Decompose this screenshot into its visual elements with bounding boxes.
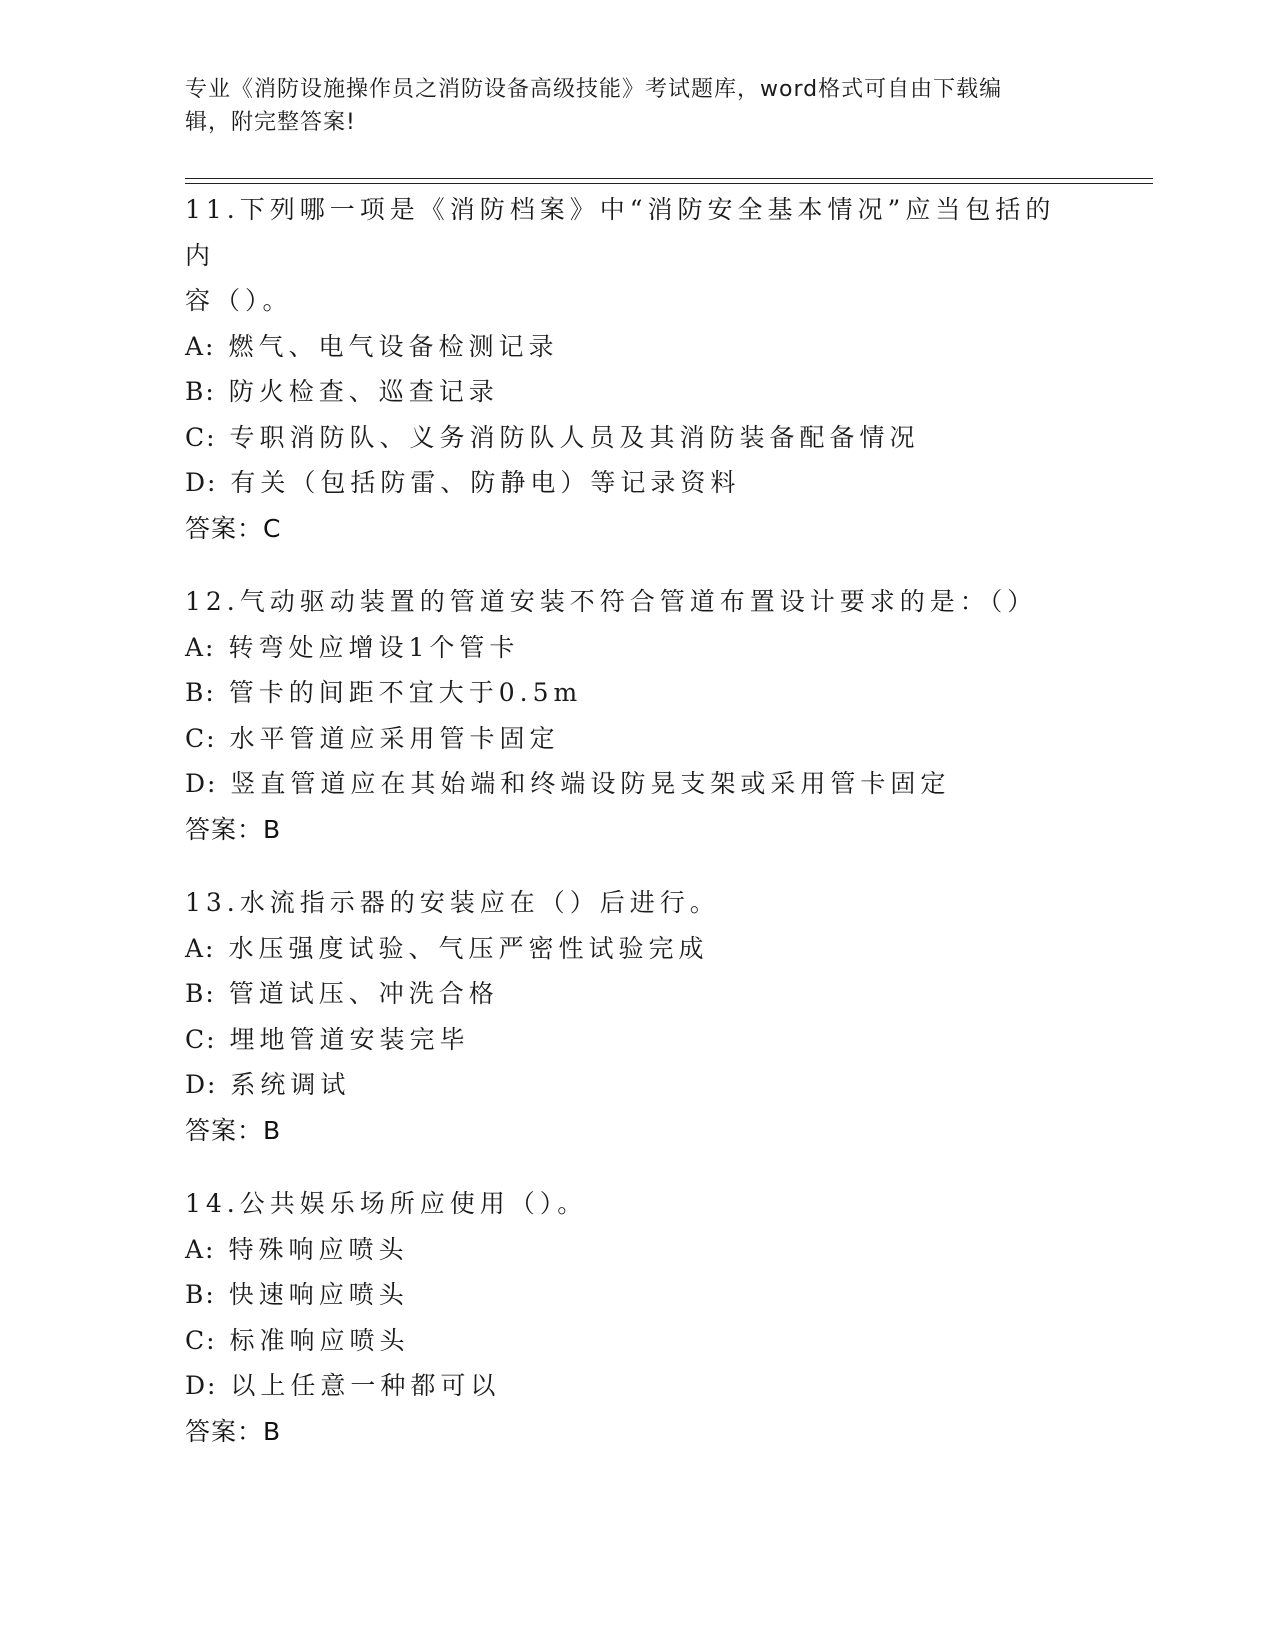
option-text: 燃气、电气设备检测记录	[228, 331, 559, 361]
option-letter: D:	[185, 1070, 218, 1099]
option-letter: A:	[185, 933, 216, 963]
option-text: 水平管道应采用管卡固定	[229, 723, 560, 753]
option-d	[185, 1062, 1085, 1108]
option-letter: C:	[185, 723, 217, 753]
option-letter: D:	[185, 468, 218, 497]
option-letter: C:	[185, 422, 217, 452]
option-b	[185, 369, 1085, 415]
answer-label: 答案：B	[185, 1115, 282, 1145]
option-text: 特殊响应喷头	[228, 1234, 409, 1264]
option-text: 有关（包括防雷、防静电）等记录资料	[230, 468, 741, 497]
question-stem-line: 14.公共娱乐场所应使用（）。	[185, 1189, 588, 1218]
option-c	[185, 415, 1085, 461]
option-letter: C:	[185, 1024, 217, 1054]
option-c	[185, 716, 1085, 762]
option-d	[185, 761, 1085, 807]
answer-label: 答案：C	[185, 513, 282, 543]
option-letter: D:	[185, 1371, 218, 1400]
option-letter: B:	[185, 377, 216, 406]
option-d	[185, 1363, 1085, 1409]
option-a	[185, 1227, 1085, 1273]
header-intro-line-2: 辑，附完整答案!	[185, 110, 356, 135]
header-intro-line-1: 专业《消防设施操作员之消防设备高级技能》考试题库，word格式可自由下载编	[185, 77, 1003, 102]
option-text: 以上任意一种都可以	[230, 1371, 501, 1400]
answer-label: 答案：B	[185, 814, 282, 844]
question-stem-line: 11.下列哪一项是《消防档案》中“消防安全基本情况”应当包括的内	[185, 195, 1056, 270]
option-b	[185, 670, 1085, 716]
question-list	[185, 187, 1085, 1482]
option-text: 防火检查、巡查记录	[228, 377, 499, 406]
option-c	[185, 1017, 1085, 1063]
option-a	[185, 324, 1085, 370]
option-d	[185, 460, 1085, 506]
option-text: 水压强度试验、气压严密性试验完成	[228, 933, 709, 963]
question-11	[185, 187, 1085, 551]
option-text: 管道试压、冲洗合格	[228, 979, 499, 1008]
option-letter: D:	[185, 769, 218, 798]
header-divider-top	[185, 178, 1153, 179]
question-stem-line: 12.气动驱动装置的管道安装不符合管道布置设计要求的是：（）	[185, 587, 1038, 616]
option-text: 转弯处应增设1个管卡	[228, 632, 520, 662]
option-b	[185, 971, 1085, 1017]
question-stem-line: 13.水流指示器的安装应在（）后进行。	[185, 888, 720, 917]
option-letter: B:	[185, 1280, 216, 1309]
option-a	[185, 926, 1085, 972]
question-13	[185, 880, 1085, 1153]
question-stem-line: 容（）。	[185, 286, 293, 315]
option-text: 竖直管道应在其始端和终端设防晃支架或采用管卡固定	[230, 769, 951, 798]
answer-label: 答案：B	[185, 1416, 282, 1446]
option-letter: A:	[185, 331, 216, 361]
option-text: 系统调试	[230, 1070, 351, 1099]
document-header	[185, 73, 1065, 139]
option-text: 管卡的间距不宜大于0.5m	[228, 678, 583, 707]
question-12	[185, 579, 1085, 852]
option-a	[185, 625, 1085, 671]
option-c	[185, 1318, 1085, 1364]
option-text: 标准响应喷头	[229, 1325, 410, 1355]
option-text: 埋地管道安装完毕	[229, 1024, 470, 1054]
question-14	[185, 1181, 1085, 1454]
option-letter: B:	[185, 678, 216, 707]
option-b	[185, 1272, 1085, 1318]
option-text: 快速响应喷头	[228, 1280, 409, 1309]
option-text: 专职消防队、义务消防队人员及其消防装备配备情况	[229, 422, 920, 452]
option-letter: B:	[185, 979, 216, 1008]
header-divider-bottom	[185, 183, 1153, 184]
option-letter: A:	[185, 632, 216, 662]
option-letter: A:	[185, 1234, 216, 1264]
option-letter: C:	[185, 1325, 217, 1355]
